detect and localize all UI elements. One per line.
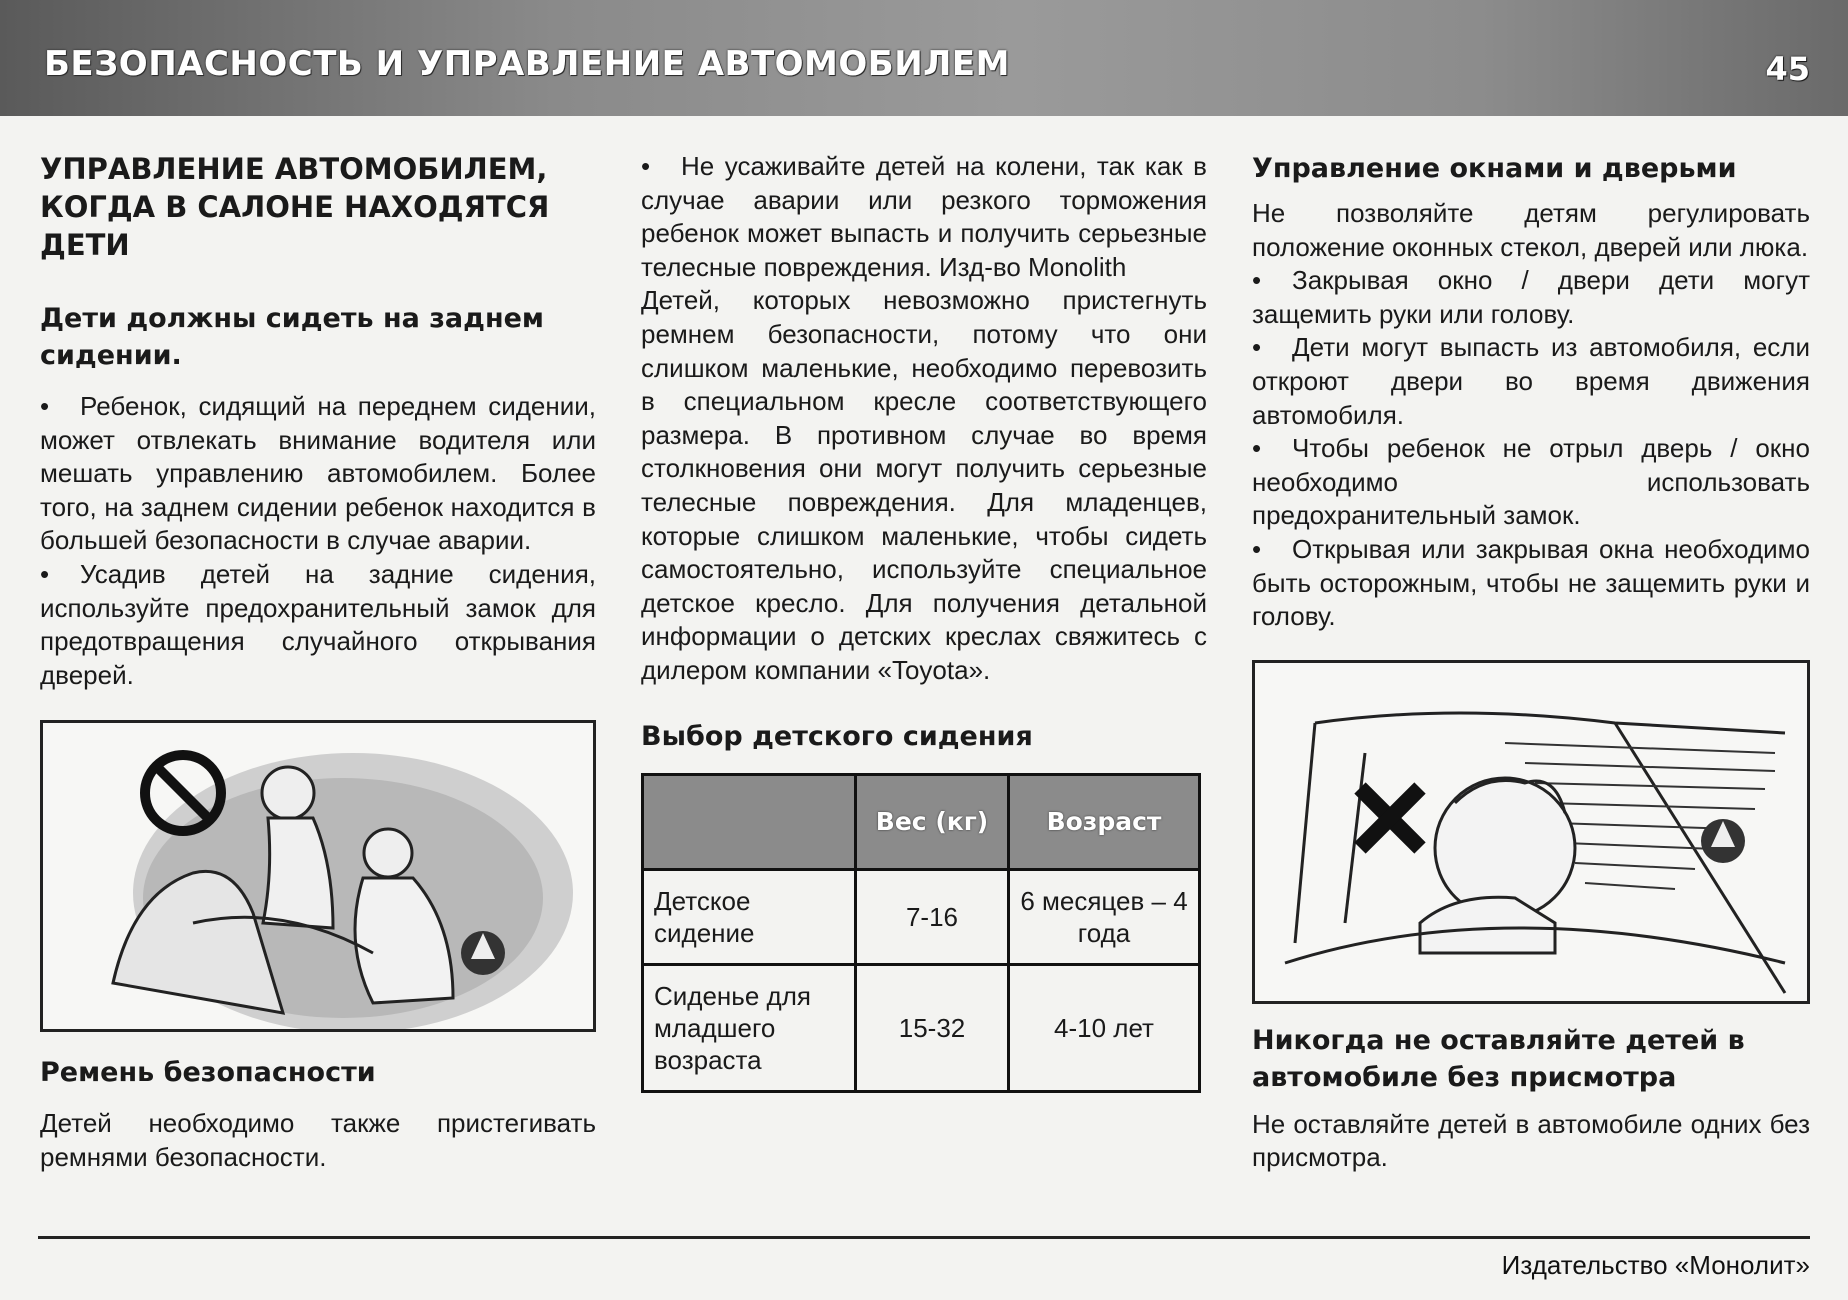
bullet-icon: • xyxy=(1252,433,1262,464)
paragraph-lap: • Не усаживайте детей на колени, так как в случае аварии или резкого торможения ребенок может выпасть и получить серьезные телесные повреждения. Изд-во Monolith xyxy=(641,151,1207,282)
table-cell-age: 4-10 лет xyxy=(1009,964,1200,1091)
table-header-empty xyxy=(643,774,856,869)
rear-seat-heading: Дети должны сидеть на заднем сидении. xyxy=(40,303,544,371)
table-row xyxy=(643,964,1200,1091)
table-row xyxy=(643,869,1200,964)
seat-belt-heading: Ремень безопасности xyxy=(40,1057,376,1089)
column-left xyxy=(40,150,596,1175)
table-cell-weight: 7-16 xyxy=(856,869,1009,964)
table-cell-type: Детское сидение xyxy=(643,869,856,964)
unattended-text: Не оставляйте детей в автомобиле одних без присмотра. xyxy=(1252,1108,1810,1173)
section-title: БЕЗОПАСНОСТЬ И УПРАВЛЕНИЕ АВТОМОБИЛЕМ xyxy=(44,44,1010,84)
column-middle xyxy=(641,150,1207,1093)
bullet-icon: • xyxy=(1252,332,1262,363)
child-seat-table xyxy=(641,773,1201,1093)
paragraph-child-lock: • Усадив детей на задние сидения, используйте предохранительный замок для предотвращения случайного открывания дверей. xyxy=(40,558,596,690)
bullet-icon: • xyxy=(40,391,50,421)
bullet-fall-out: • Дети могут выпасть из автомобиля, если откроют двери во время движения автомобиля. xyxy=(1252,332,1810,430)
bullet-careful: • Открывая или закрывая окна необходимо быть осторожным, чтобы не защемить руки и голову. xyxy=(1252,533,1810,632)
table-cell-age: 6 месяцев – 4 года xyxy=(1009,869,1200,964)
page-number: 45 xyxy=(1765,50,1810,88)
paragraph-windows: Не позволяйте детям регулировать положение оконных стекол, дверей или люка. xyxy=(1252,198,1810,262)
bullet-pinch: • Закрывая окно / двери дети могут защемить руки или голову. xyxy=(1252,265,1810,329)
bullet-icon: • xyxy=(1252,533,1262,564)
bullet-lock: • Чтобы ребенок не отрыл дверь / окно необходимо использовать предохранительный замок. xyxy=(1252,433,1810,531)
table-header-row xyxy=(643,774,1200,869)
seat-belt-text: Детей необходимо также пристегивать ремнями безопасности. xyxy=(40,1108,596,1172)
bullet-icon: • xyxy=(40,558,50,589)
table-header-age: Возраст xyxy=(1009,774,1200,869)
child-seat-table-heading: Выбор детского сидения xyxy=(641,720,1033,752)
main-heading: УПРАВЛЕНИЕ АВТОМОБИЛЕМ, КОГДА В САЛОНЕ НАХОДЯТСЯ ДЕТИ xyxy=(40,152,550,262)
footer-divider xyxy=(38,1236,1810,1239)
paragraph-front-seat: • Ребенок, сидящий на переднем сидении, может отвлекать внимание водителя или мешать управлению автомобилем. Более того, на заднем сидении ребенок находится в большей безопасности в случае аварии. xyxy=(40,391,596,556)
bullet-icon: • xyxy=(641,151,651,181)
column-right xyxy=(1252,150,1810,1175)
page-header xyxy=(0,0,1848,116)
windows-doors-heading: Управление окнами и дверьми xyxy=(1252,153,1737,184)
illustration-children-front-seat xyxy=(40,720,596,1032)
cross-icon xyxy=(1360,788,1420,848)
unattended-heading: Никогда не оставляйте детей в автомобиле без присмотра xyxy=(1252,1024,1745,1093)
paragraph-child-seat: Детей, которых невозможно пристегнуть ремнем безопасности, потому что они слишком маленькие, необходимо перевозить в специальном кресле соответствующего размера. В противном случае во время столкновения они могут получить серьезные телесные повреждения. Для младенцев, которые слишком маленькие, чтобы сидеть самостоятельно, используйте специальное детское кресло. Для получения детальной информации о детских креслах свяжитесь с дилером компании «Toyota». xyxy=(641,285,1207,685)
table-cell-type: Сиденье для младшего возраста xyxy=(643,964,856,1091)
table-header-weight: Вес (кг) xyxy=(856,774,1009,869)
bullet-icon: • xyxy=(1252,265,1262,296)
table-cell-weight: 15-32 xyxy=(856,964,1009,1091)
illustration-child-window xyxy=(1252,660,1810,1004)
publisher-credit: Издательство «Монолит» xyxy=(1501,1250,1810,1280)
